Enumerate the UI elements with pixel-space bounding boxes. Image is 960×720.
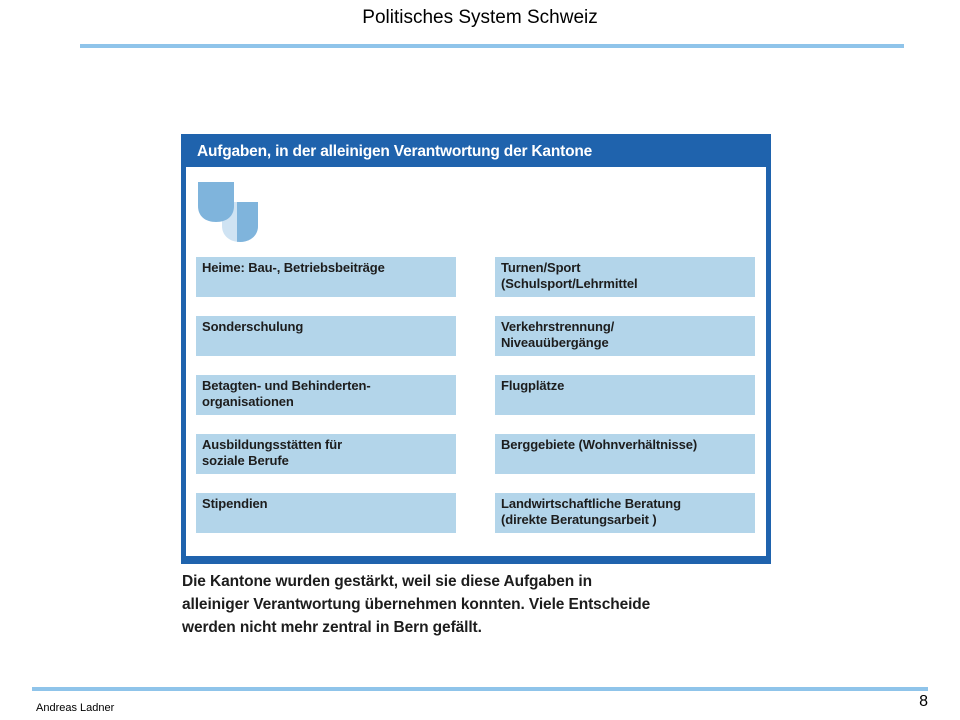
panel-body [186,167,766,556]
bottom-divider [32,687,928,691]
task-label: Berggebiete (Wohnverhältnisse) [501,437,698,452]
caption-line: alleiniger Verantwortung übernehmen konnten. Viele Entscheide [182,596,651,613]
task-label: Stipendien [202,496,268,511]
task-item-right-1 [495,257,755,297]
caption-line: Die Kantone wurden gestärkt, weil sie diese Aufgaben in [182,573,592,590]
task-item-left-3 [196,375,456,415]
task-label: Turnen/Sport (Schulsport/Lehrmittel [501,260,638,291]
task-label: Flugplätze [501,378,565,393]
caption-line: werden nicht mehr zentral in Bern gefällt. [182,619,482,636]
task-item-right-5 [495,493,755,533]
task-item-left-5 [196,493,456,533]
author-name: Andreas Ladner [36,702,115,714]
task-item-left-4 [196,434,456,474]
task-item-right-4 [495,434,755,474]
slide-title: Politisches System Schweiz [362,7,598,28]
task-label: Ausbildungsstätten für soziale Berufe [202,437,343,468]
task-label: Verkehrstrennung/ Niveauübergänge [501,319,615,350]
task-label: Heime: Bau-, Betriebsbeiträge [202,260,385,275]
task-label: Sonderschulung [202,319,304,334]
task-item-right-3 [495,375,755,415]
two-shields-icon [196,182,266,244]
page-number: 8 [919,693,928,710]
top-divider [80,44,904,48]
task-item-right-2 [495,316,755,356]
task-label: Betagten- und Behinderten- organisationen [202,378,371,409]
task-label: Landwirtschaftliche Beratung (direkte Beratungsarbeit ) [501,496,681,527]
task-item-left-2 [196,316,456,356]
panel-heading: Aufgaben, in der alleinigen Verantwortung der Kantone [197,143,593,160]
caption [182,570,772,639]
cantonal-tasks-panel [181,134,771,564]
task-item-left-1 [196,257,456,297]
